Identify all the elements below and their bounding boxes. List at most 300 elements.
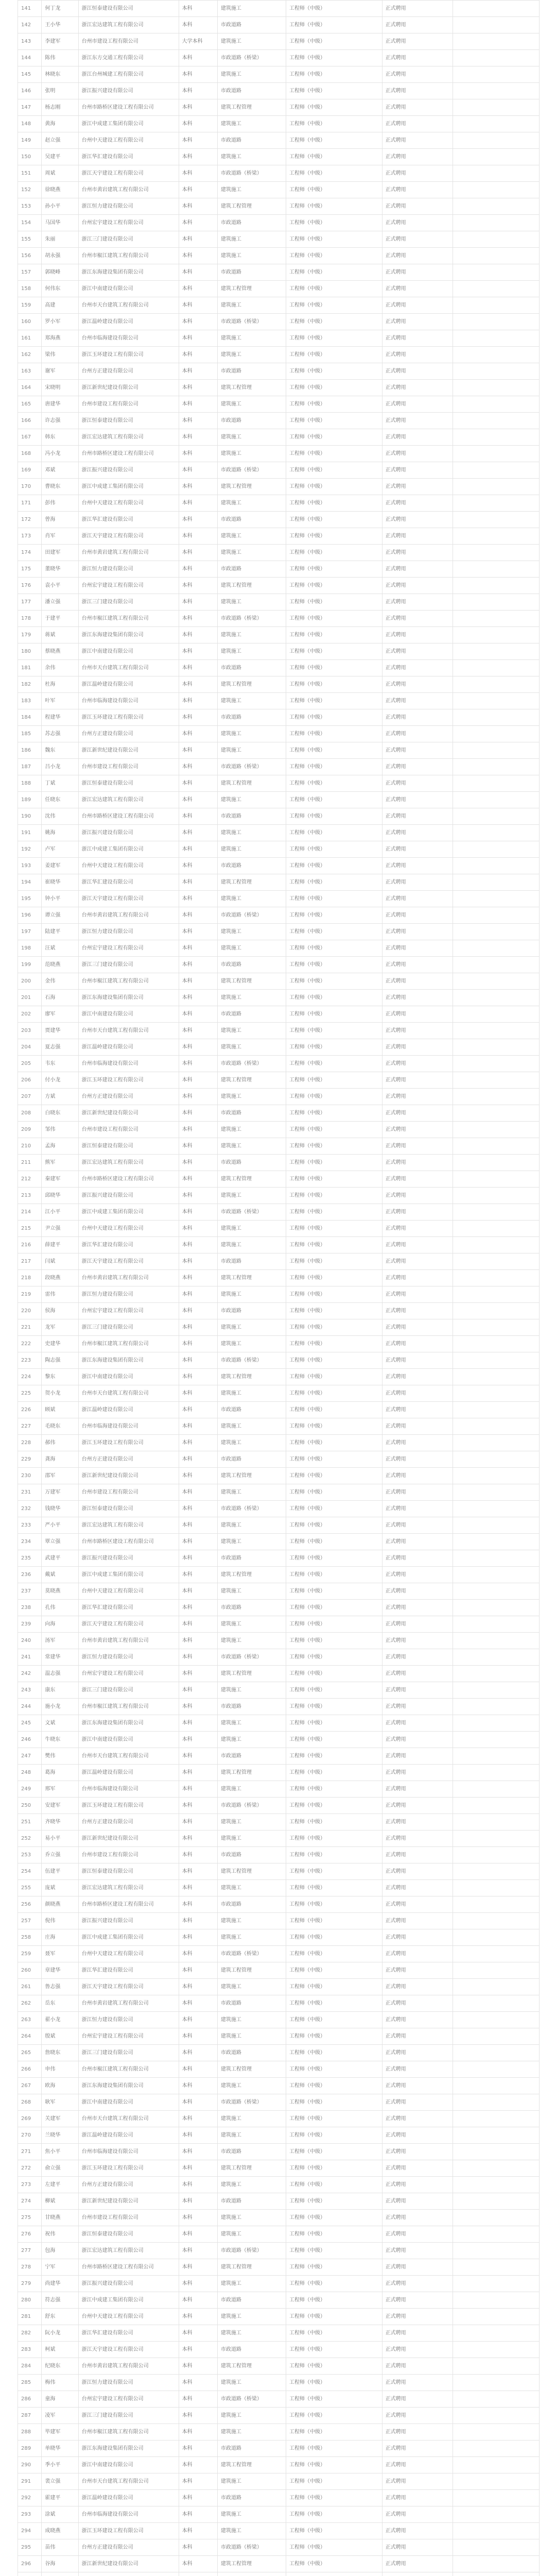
empty-cell	[453, 2309, 539, 2325]
row-number-cell: 200	[18, 973, 42, 990]
title-cell: 工程师（中级）	[286, 264, 382, 281]
table-row	[18, 1056, 540, 1072]
name-cell: 包海	[42, 2243, 78, 2259]
education-cell: 本科	[179, 841, 217, 858]
specialty-cell: 建筑工程管理	[217, 479, 286, 495]
table-row	[18, 660, 540, 676]
name-cell: 童海	[42, 2391, 78, 2408]
education-cell: 本科	[179, 116, 217, 132]
specialty-cell: 市政道路	[217, 2193, 286, 2210]
company-cell: 浙江中成建工集团有限公司	[78, 1204, 179, 1221]
company-cell: 台州市路桥区建设工程有限公司	[78, 99, 179, 116]
table-row	[18, 2094, 540, 2111]
table-row	[18, 149, 540, 165]
company-cell: 浙江中南建设有限公司	[78, 2094, 179, 2111]
row-number-cell: 271	[18, 2144, 42, 2160]
empty-cell	[453, 1666, 539, 1682]
company-cell: 浙江振兴建设有限公司	[78, 1913, 179, 1929]
company-cell: 浙江恒力建设有限公司	[78, 198, 179, 215]
education-cell: 本科	[179, 957, 217, 973]
education-cell: 本科	[179, 2506, 217, 2523]
row-number-cell: 196	[18, 907, 42, 924]
row-number-cell: 150	[18, 149, 42, 165]
name-cell: 冯小龙	[42, 446, 78, 462]
education-cell: 本科	[179, 1962, 217, 1979]
education-cell: 大学本科	[179, 33, 217, 50]
row-number-cell: 221	[18, 1319, 42, 1336]
empty-cell	[453, 1484, 539, 1501]
specialty-cell: 市政道路	[217, 2144, 286, 2160]
company-cell: 浙江天宇建设工程有限公司	[78, 1979, 179, 1995]
employment-status-cell: 正式聘用	[382, 1, 453, 17]
title-cell: 工程师（中级）	[286, 1484, 382, 1501]
title-cell: 工程师（中级）	[286, 2210, 382, 2226]
row-number-cell: 244	[18, 1699, 42, 1715]
employment-status-cell: 正式聘用	[382, 2144, 453, 2160]
title-cell: 工程师（中级）	[286, 446, 382, 462]
empty-cell	[453, 2210, 539, 2226]
company-cell: 台州方正建设有限公司	[78, 363, 179, 380]
employment-status-cell: 正式聘用	[382, 314, 453, 330]
row-number-cell: 227	[18, 1418, 42, 1435]
empty-cell	[453, 2259, 539, 2276]
education-cell: 本科	[179, 1155, 217, 1171]
company-cell: 浙江天宇建设工程有限公司	[78, 2342, 179, 2358]
title-cell: 工程师（中级）	[286, 2045, 382, 2061]
specialty-cell: 建筑施工	[217, 149, 286, 165]
empty-cell	[453, 924, 539, 940]
table-row	[18, 2325, 540, 2342]
title-cell: 工程师（中级）	[286, 2457, 382, 2473]
title-cell: 工程师（中级）	[286, 1319, 382, 1336]
company-cell: 浙江中成建工集团有限公司	[78, 841, 179, 858]
title-cell: 工程师（中级）	[286, 1995, 382, 2012]
row-number-cell: 228	[18, 1435, 42, 1451]
table-row	[18, 380, 540, 396]
company-cell: 浙江新世纪建设有限公司	[78, 2193, 179, 2210]
empty-cell	[453, 1979, 539, 1995]
company-cell: 浙江恒泰建设有限公司	[78, 413, 179, 429]
specialty-cell: 建筑施工	[217, 940, 286, 957]
education-cell: 本科	[179, 1089, 217, 1105]
specialty-cell: 市政道路（桥梁）	[217, 2243, 286, 2259]
education-cell: 本科	[179, 1385, 217, 1402]
table-row	[18, 347, 540, 363]
title-cell: 工程师（中级）	[286, 891, 382, 907]
employment-status-cell: 正式聘用	[382, 1666, 453, 1682]
name-cell: 邵军	[42, 1468, 78, 1484]
specialty-cell: 建筑施工	[217, 2523, 286, 2539]
table-row	[18, 990, 540, 1006]
education-cell: 本科	[179, 2144, 217, 2160]
employment-status-cell: 正式聘用	[382, 1814, 453, 1831]
title-cell: 工程师（中级）	[286, 726, 382, 742]
education-cell: 本科	[179, 2061, 217, 2078]
specialty-cell: 建筑施工	[217, 2276, 286, 2292]
name-cell: 吕小龙	[42, 759, 78, 775]
empty-cell	[453, 2408, 539, 2424]
name-cell: 霍建平	[42, 2490, 78, 2506]
name-cell: 钱晓华	[42, 1501, 78, 1517]
name-cell: 汪斌	[42, 940, 78, 957]
title-cell: 工程师（中级）	[286, 2391, 382, 2408]
row-number-cell: 152	[18, 182, 42, 198]
title-cell: 工程师（中级）	[286, 627, 382, 643]
title-cell: 工程师（中级）	[286, 2556, 382, 2572]
education-cell: 本科	[179, 2292, 217, 2309]
education-cell: 本科	[179, 2127, 217, 2144]
company-cell: 浙江新世纪建设有限公司	[78, 1468, 179, 1484]
company-cell: 浙江中南建设有限公司	[78, 1369, 179, 1385]
education-cell: 本科	[179, 1072, 217, 1089]
empty-cell	[453, 693, 539, 709]
education-cell: 本科	[179, 858, 217, 874]
row-number-cell: 172	[18, 512, 42, 528]
employment-status-cell: 正式聘用	[382, 1847, 453, 1863]
employment-status-cell: 正式聘用	[382, 808, 453, 825]
table-row	[18, 1286, 540, 1303]
title-cell: 工程师（中级）	[286, 1352, 382, 1369]
title-cell: 工程师（中级）	[286, 2094, 382, 2111]
title-cell: 工程师（中级）	[286, 775, 382, 792]
table-row	[18, 1435, 540, 1451]
empty-cell	[453, 2457, 539, 2473]
company-cell: 台州中天建设工程有限公司	[78, 1583, 179, 1600]
employment-status-cell: 正式聘用	[382, 1237, 453, 1253]
table-row	[18, 1814, 540, 1831]
title-cell: 工程师（中级）	[286, 611, 382, 627]
specialty-cell: 建筑施工	[217, 2111, 286, 2127]
name-cell: 颜晓燕	[42, 1896, 78, 1913]
specialty-cell: 建筑工程管理	[217, 1369, 286, 1385]
empty-cell	[453, 1863, 539, 1880]
row-number-cell: 145	[18, 66, 42, 83]
row-number-cell: 270	[18, 2127, 42, 2144]
table-row	[18, 841, 540, 858]
specialty-cell: 市政道路	[217, 1847, 286, 1863]
title-cell: 工程师（中级）	[286, 2358, 382, 2375]
empty-cell	[453, 1, 539, 17]
employment-status-cell: 正式聘用	[382, 413, 453, 429]
table-row	[18, 1319, 540, 1336]
employment-status-cell: 正式聘用	[382, 132, 453, 149]
name-cell: 申伟	[42, 2061, 78, 2078]
row-number-cell: 202	[18, 1006, 42, 1023]
talent-list-table-container	[18, 0, 540, 2576]
company-cell: 台州市天台建筑工程有限公司	[78, 297, 179, 314]
employment-status-cell: 正式聘用	[382, 33, 453, 50]
education-cell: 本科	[179, 1550, 217, 1567]
specialty-cell: 建筑施工	[217, 1534, 286, 1550]
empty-cell	[453, 2441, 539, 2457]
name-cell: 成晓燕	[42, 2523, 78, 2539]
title-cell: 工程师（中级）	[286, 1221, 382, 1237]
name-cell: 汤军	[42, 1633, 78, 1649]
empty-cell	[453, 858, 539, 874]
table-row	[18, 1715, 540, 1732]
employment-status-cell: 正式聘用	[382, 1995, 453, 2012]
empty-cell	[453, 1023, 539, 1039]
education-cell: 本科	[179, 2028, 217, 2045]
empty-cell	[453, 792, 539, 808]
row-number-cell: 263	[18, 2012, 42, 2028]
table-row	[18, 2309, 540, 2325]
company-cell: 浙江振兴建设有限公司	[78, 2276, 179, 2292]
row-number-cell: 181	[18, 660, 42, 676]
name-cell: 周斌	[42, 165, 78, 182]
table-row	[18, 1204, 540, 1221]
company-cell: 台州市椒江建筑工程有限公司	[78, 2061, 179, 2078]
name-cell: 高建	[42, 297, 78, 314]
title-cell: 工程师（中级）	[286, 2061, 382, 2078]
education-cell: 本科	[179, 2309, 217, 2325]
empty-cell	[453, 2061, 539, 2078]
employment-status-cell: 正式聘用	[382, 940, 453, 957]
empty-cell	[453, 2144, 539, 2160]
education-cell: 本科	[179, 825, 217, 841]
education-cell: 本科	[179, 1105, 217, 1122]
specialty-cell: 市政道路（桥梁）	[217, 1352, 286, 1369]
employment-status-cell: 正式聘用	[382, 957, 453, 973]
company-cell: 浙江恒力建设有限公司	[78, 2375, 179, 2391]
row-number-cell: 292	[18, 2490, 42, 2506]
name-cell: 熊军	[42, 1155, 78, 1171]
table-row	[18, 1534, 540, 1550]
company-cell: 台州市黄岩建筑工程有限公司	[78, 182, 179, 198]
specialty-cell: 建筑施工	[217, 330, 286, 347]
specialty-cell: 市政道路	[217, 2490, 286, 2506]
employment-status-cell: 正式聘用	[382, 726, 453, 742]
row-number-cell: 275	[18, 2210, 42, 2226]
education-cell: 本科	[179, 396, 217, 413]
title-cell: 工程师（中级）	[286, 1188, 382, 1204]
education-cell: 本科	[179, 2226, 217, 2243]
table-row	[18, 462, 540, 479]
row-number-cell: 291	[18, 2473, 42, 2490]
name-cell: 尚建华	[42, 2276, 78, 2292]
title-cell: 工程师（中级）	[286, 83, 382, 99]
title-cell: 工程师（中级）	[286, 957, 382, 973]
education-cell: 本科	[179, 2276, 217, 2292]
row-number-cell: 226	[18, 1402, 42, 1418]
specialty-cell: 市政道路	[217, 1006, 286, 1023]
education-cell: 本科	[179, 99, 217, 116]
empty-cell	[453, 2342, 539, 2358]
title-cell: 工程师（中级）	[286, 2028, 382, 2045]
title-cell: 工程师（中级）	[286, 479, 382, 495]
row-number-cell: 179	[18, 627, 42, 643]
company-cell: 台州方正建设有限公司	[78, 1089, 179, 1105]
employment-status-cell: 正式聘用	[382, 1831, 453, 1847]
company-cell: 台州中天建设工程有限公司	[78, 2309, 179, 2325]
title-cell: 工程师（中级）	[286, 1633, 382, 1649]
employment-status-cell: 正式聘用	[382, 1006, 453, 1023]
table-row	[18, 676, 540, 693]
empty-cell	[453, 2028, 539, 2045]
table-row	[18, 940, 540, 957]
row-number-cell: 267	[18, 2078, 42, 2094]
title-cell: 工程师（中级）	[286, 2408, 382, 2424]
education-cell: 本科	[179, 709, 217, 726]
company-cell: 浙江新世纪建设有限公司	[78, 1105, 179, 1122]
name-cell: 于建平	[42, 611, 78, 627]
name-cell: 潘立强	[42, 594, 78, 611]
name-cell: 孟海	[42, 1138, 78, 1155]
specialty-cell: 市政道路	[217, 17, 286, 33]
company-cell: 浙江华汇建设有限公司	[78, 1600, 179, 1616]
employment-status-cell: 正式聘用	[382, 1550, 453, 1567]
name-cell: 伍建平	[42, 1863, 78, 1880]
table-row	[18, 2556, 540, 2572]
education-cell: 本科	[179, 413, 217, 429]
specialty-cell: 建筑施工	[217, 825, 286, 841]
specialty-cell: 建筑施工	[217, 1418, 286, 1435]
specialty-cell: 市政道路（桥梁）	[217, 907, 286, 924]
empty-cell	[453, 1501, 539, 1517]
row-number-cell: 188	[18, 775, 42, 792]
row-number-cell: 276	[18, 2226, 42, 2243]
empty-cell	[453, 660, 539, 676]
company-cell: 浙江恒泰建设有限公司	[78, 1501, 179, 1517]
row-number-cell: 295	[18, 2539, 42, 2556]
education-cell: 本科	[179, 1484, 217, 1501]
row-number-cell: 204	[18, 1039, 42, 1056]
table-row	[18, 83, 540, 99]
education-cell: 本科	[179, 1863, 217, 1880]
row-number-cell: 185	[18, 726, 42, 742]
empty-cell	[453, 248, 539, 264]
title-cell: 工程师（中级）	[286, 297, 382, 314]
employment-status-cell: 正式聘用	[382, 1336, 453, 1352]
table-row	[18, 1748, 540, 1765]
table-row	[18, 231, 540, 248]
education-cell: 本科	[179, 1204, 217, 1221]
row-number-cell: 285	[18, 2375, 42, 2391]
company-cell: 台州市路桥区建设工程有限公司	[78, 446, 179, 462]
company-cell: 浙江华汇建设有限公司	[78, 1962, 179, 1979]
title-cell: 工程师（中级）	[286, 907, 382, 924]
education-cell: 本科	[179, 2523, 217, 2539]
company-cell: 浙江玉环建设工程有限公司	[78, 1072, 179, 1089]
row-number-cell: 250	[18, 1798, 42, 1814]
table-row	[18, 396, 540, 413]
employment-status-cell: 正式聘用	[382, 1138, 453, 1155]
table-row	[18, 808, 540, 825]
specialty-cell: 建筑工程管理	[217, 775, 286, 792]
employment-status-cell: 正式聘用	[382, 330, 453, 347]
employment-status-cell: 正式聘用	[382, 182, 453, 198]
specialty-cell: 建筑工程管理	[217, 973, 286, 990]
title-cell: 工程师（中级）	[286, 2226, 382, 2243]
title-cell: 工程师（中级）	[286, 1699, 382, 1715]
company-cell: 浙江中成建工集团有限公司	[78, 2292, 179, 2309]
company-cell: 浙江新世纪建设有限公司	[78, 742, 179, 759]
row-number-cell: 247	[18, 1748, 42, 1765]
title-cell: 工程师（中级）	[286, 380, 382, 396]
empty-cell	[453, 1732, 539, 1748]
specialty-cell: 建筑施工	[217, 1781, 286, 1798]
name-cell: 谷海	[42, 2556, 78, 2572]
title-cell: 工程师（中级）	[286, 808, 382, 825]
row-number-cell: 206	[18, 1072, 42, 1089]
company-cell: 台州中天建设工程有限公司	[78, 1946, 179, 1962]
name-cell: 阮小龙	[42, 2325, 78, 2342]
row-number-cell: 178	[18, 611, 42, 627]
row-number-cell: 146	[18, 83, 42, 99]
title-cell: 工程师（中级）	[286, 1286, 382, 1303]
employment-status-cell: 正式聘用	[382, 1171, 453, 1188]
employment-status-cell: 正式聘用	[382, 2259, 453, 2276]
name-cell: 左建平	[42, 2177, 78, 2193]
education-cell: 本科	[179, 1286, 217, 1303]
title-cell: 工程师（中级）	[286, 1567, 382, 1583]
education-cell: 本科	[179, 1831, 217, 1847]
row-number-cell: 171	[18, 495, 42, 512]
education-cell: 本科	[179, 1880, 217, 1896]
name-cell: 魏东	[42, 742, 78, 759]
employment-status-cell: 正式聘用	[382, 50, 453, 66]
name-cell: 乔立强	[42, 1847, 78, 1863]
title-cell: 工程师（中级）	[286, 1732, 382, 1748]
company-cell: 浙江三门建设有限公司	[78, 2408, 179, 2424]
row-number-cell: 199	[18, 957, 42, 973]
table-row	[18, 1765, 540, 1781]
specialty-cell: 建筑施工	[217, 2375, 286, 2391]
company-cell: 台州市椒江建筑工程有限公司	[78, 1336, 179, 1352]
specialty-cell: 市政道路（桥梁）	[217, 1204, 286, 1221]
education-cell: 本科	[179, 2111, 217, 2127]
empty-cell	[453, 1286, 539, 1303]
employment-status-cell: 正式聘用	[382, 1583, 453, 1600]
employment-status-cell: 正式聘用	[382, 1929, 453, 1946]
employment-status-cell: 正式聘用	[382, 2441, 453, 2457]
education-cell: 本科	[179, 1138, 217, 1155]
table-row	[18, 907, 540, 924]
company-cell: 浙江振兴建设有限公司	[78, 825, 179, 841]
row-number-cell: 277	[18, 2243, 42, 2259]
empty-cell	[453, 611, 539, 627]
employment-status-cell: 正式聘用	[382, 1781, 453, 1798]
table-row	[18, 1699, 540, 1715]
company-cell: 浙江恒力建设有限公司	[78, 924, 179, 940]
specialty-cell: 建筑施工	[217, 1039, 286, 1056]
title-cell: 工程师（中级）	[286, 973, 382, 990]
row-number-cell: 251	[18, 1814, 42, 1831]
employment-status-cell: 正式聘用	[382, 479, 453, 495]
row-number-cell: 165	[18, 396, 42, 413]
row-number-cell: 273	[18, 2177, 42, 2193]
name-cell: 涂斌	[42, 2506, 78, 2523]
table-row	[18, 2028, 540, 2045]
empty-cell	[453, 1221, 539, 1237]
employment-status-cell: 正式聘用	[382, 643, 453, 660]
education-cell: 本科	[179, 1995, 217, 2012]
specialty-cell: 建筑施工	[217, 1385, 286, 1402]
empty-cell	[453, 2391, 539, 2408]
specialty-cell: 建筑施工	[217, 2506, 286, 2523]
name-cell: 沈伟	[42, 808, 78, 825]
title-cell: 工程师（中级）	[286, 1913, 382, 1929]
education-cell: 本科	[179, 50, 217, 66]
name-cell: 康东	[42, 1682, 78, 1699]
company-cell: 浙江温岭建设有限公司	[78, 314, 179, 330]
empty-cell	[453, 1847, 539, 1863]
empty-cell	[453, 841, 539, 858]
row-number-cell: 231	[18, 1484, 42, 1501]
employment-status-cell: 正式聘用	[382, 99, 453, 116]
employment-status-cell: 正式聘用	[382, 2342, 453, 2358]
specialty-cell: 市政道路	[217, 264, 286, 281]
